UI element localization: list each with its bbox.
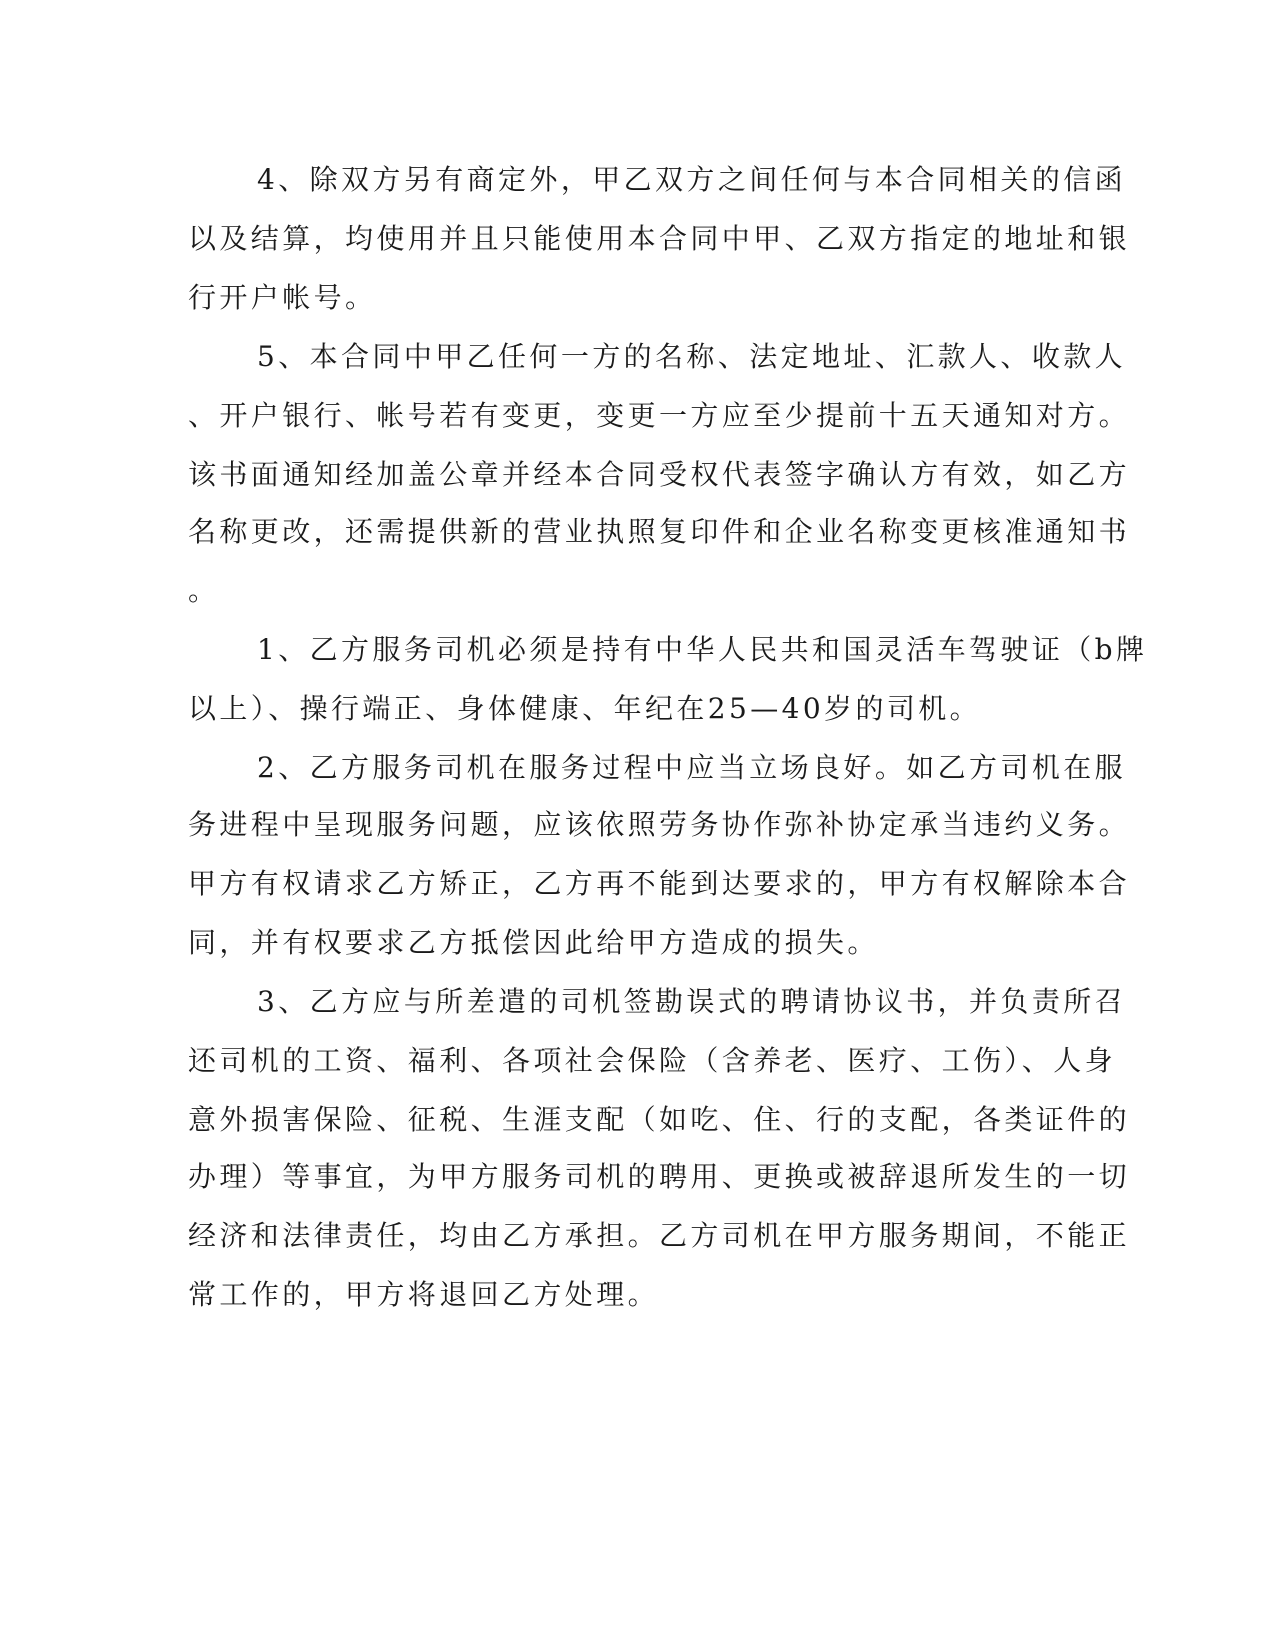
text-line: 行开户帐号。 <box>188 281 377 314</box>
text-line: 名称更改，还需提供新的营业执照复印件和企业名称变更核准通知书 <box>188 515 1131 548</box>
text-line: 该书面通知经加盖公章并经本合同受权代表签字确认方有效，如乙方 <box>188 458 1131 491</box>
text-line: 2、乙方服务司机在服务过程中应当立场良好。如乙方司机在服 <box>257 751 1127 784</box>
text-line: 、开户银行、帐号若有变更，变更一方应至少提前十五天通知对方。 <box>188 399 1131 432</box>
text-line: 5、本合同中甲乙任何一方的名称、法定地址、汇款人、收款人 <box>257 340 1127 373</box>
text-line: 还司机的工资、福利、各项社会保险（含养老、医疗、工伤）、人身 <box>188 1044 1117 1077</box>
text-line: 甲方有权请求乙方矫正，乙方再不能到达要求的，甲方有权解除本合 <box>188 867 1131 900</box>
text-line: 4、除双方另有商定外，甲乙双方之间任何与本合同相关的信函 <box>257 163 1127 196</box>
text-line: 1、乙方服务司机必须是持有中华人民共和国灵活车驾驶证（b牌 <box>257 633 1148 666</box>
text-line: 。 <box>188 574 220 607</box>
text-line: 以上）、操行端正、身体健康、年纪在25—40岁的司机。 <box>188 692 982 725</box>
text-line: 同，并有权要求乙方抵偿因此给甲方造成的损失。 <box>188 926 879 959</box>
text-line: 经济和法律责任，均由乙方承担。乙方司机在甲方服务期间，不能正 <box>188 1219 1131 1252</box>
text-line: 以及结算，均使用并且只能使用本合同中甲、乙双方指定的地址和银 <box>188 222 1131 255</box>
text-line: 办理）等事宜，为甲方服务司机的聘用、更换或被辞退所发生的一切 <box>188 1160 1131 1193</box>
text-line: 意外损害保险、征税、生涯支配（如吃、住、行的支配，各类证件的 <box>188 1103 1131 1136</box>
text-line: 务进程中呈现服务问题，应该依照劳务协作弥补协定承当违约义务。 <box>188 808 1131 841</box>
text-line: 常工作的，甲方将退回乙方处理。 <box>188 1278 660 1311</box>
text-line: 3、乙方应与所差遣的司机签勘误式的聘请协议书，并负责所召 <box>257 985 1127 1018</box>
